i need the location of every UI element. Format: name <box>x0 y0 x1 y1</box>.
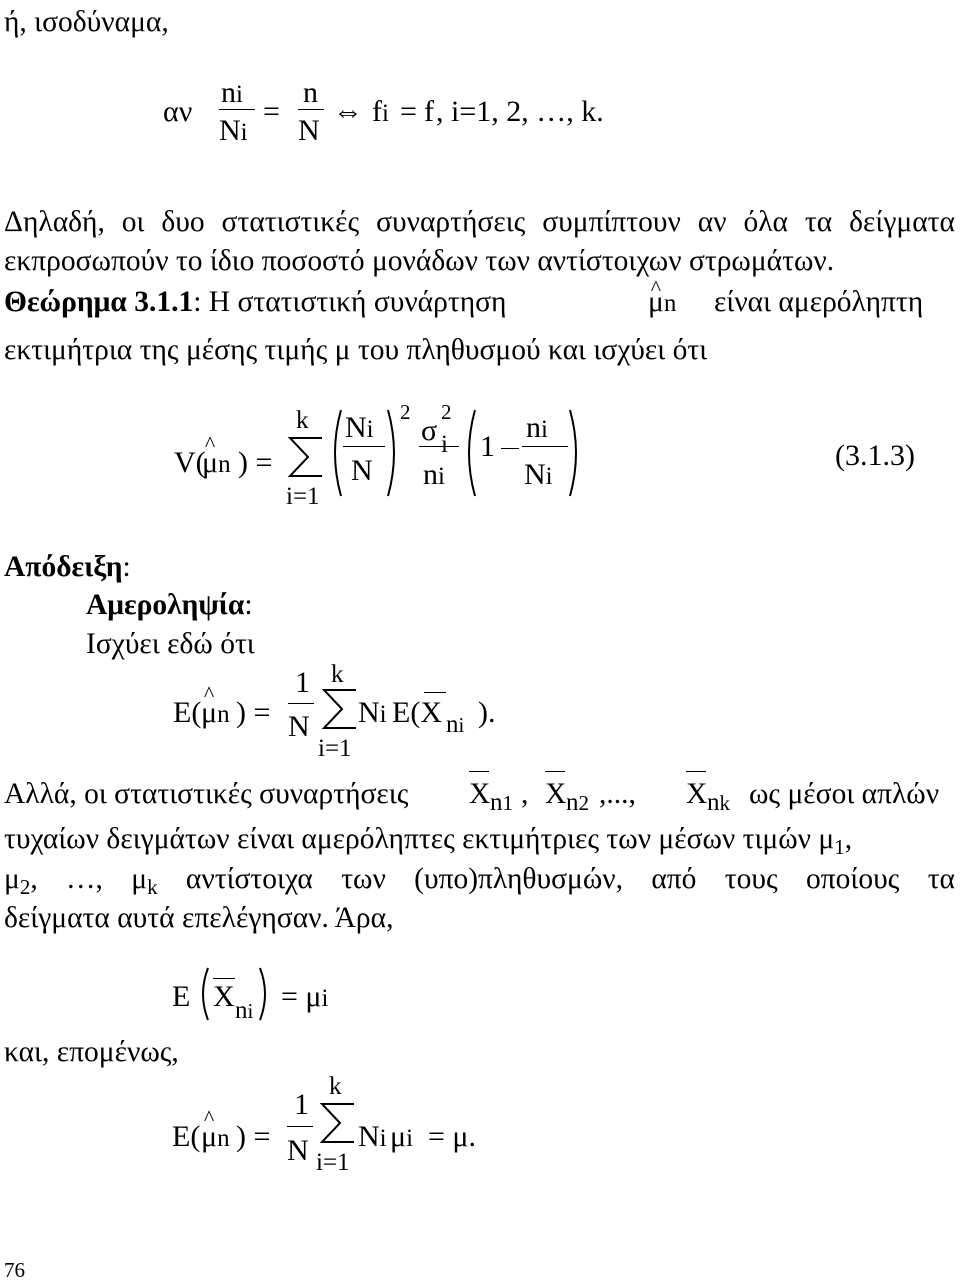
eq2-sum-lower: i=1 <box>286 483 320 510</box>
eq1-frac2-den: N <box>298 114 320 147</box>
eq2-N-den: N <box>351 454 373 487</box>
xbar1-sub: n1 <box>490 789 513 816</box>
eq4-E: E <box>172 980 191 1013</box>
eq3-E: E( <box>173 696 202 729</box>
eq3-tail: ). <box>478 696 496 729</box>
eq3-Ni: Ni <box>358 696 387 729</box>
para1-line2: εκπροσωπούν το ίδιο ποσοστό μονάδων των αντίστοιχων στρωμάτων. <box>4 245 835 277</box>
eq5-E: E( <box>172 1120 201 1153</box>
xbar1: X <box>469 778 491 810</box>
eq2-one: 1 <box>480 430 495 463</box>
eq2-sum-upper: k <box>296 407 309 434</box>
eq2-number: (3.1.3) <box>835 439 915 472</box>
eq2-sigma-sub: i <box>441 431 448 458</box>
eq5-frac-den: N <box>287 1134 309 1167</box>
eq5-tail: = μ. <box>428 1120 477 1153</box>
eq4-rparen-icon <box>258 966 272 1022</box>
eq2-frac-bar-2 <box>419 446 459 447</box>
eq2-lparen-icon <box>327 408 343 498</box>
xbark: X <box>686 778 708 810</box>
eq1-frac1-num: ni <box>221 76 243 109</box>
para2-line1-a: Αλλά, οι στατιστικές συναρτήσεις <box>4 778 409 810</box>
theorem-mu-hat: ^ μn <box>648 280 676 325</box>
eq5-Ni: Ni <box>358 1120 387 1153</box>
xbar-comma-1: , <box>521 778 529 810</box>
eq2-Ni-den: Ni <box>524 458 553 491</box>
proof-line1: Ισχύει εδώ ότι <box>86 628 255 660</box>
eq4-lparen-icon <box>196 966 210 1022</box>
eq3-close-eq: ) = <box>236 696 271 729</box>
eq2-close-eq: ) = <box>238 446 273 479</box>
eq1-iff-symbol: ⇔ <box>333 95 363 128</box>
theorem-line2: εκτιμήτρια της μέσης τιμής μ του πληθυσμού και ισχύει ότι <box>4 334 708 366</box>
para1-line1: Δηλαδή, οι δυο στατιστικές συναρτήσεις συμπίπτουν αν όλα τα δείγματα <box>4 206 955 238</box>
eq2-exp: 2 <box>400 400 411 424</box>
eq3-frac-bar <box>288 703 314 704</box>
eq2-ni-num: ni <box>526 411 548 444</box>
eq4-X: X <box>213 980 235 1013</box>
page-number: 76 <box>4 1258 25 1282</box>
eq3-frac-den: N <box>288 710 310 743</box>
proof-sublabel: Αμεροληψία <box>86 589 245 621</box>
eq2-frac-bar-3 <box>522 446 568 447</box>
eq3-frac-num: 1 <box>295 666 310 699</box>
eq1-f-i: fi <box>372 95 389 128</box>
eq3-sum-lower: i=1 <box>318 735 352 762</box>
eq2-lparen2-icon <box>461 408 477 498</box>
eq4-eq-mu: = μi <box>281 980 329 1013</box>
eq5-sum-upper: k <box>329 1073 342 1100</box>
para2-line3: $\mu_2$, …, $\mu_k$ αντίστοιχα των (υπο)πληθυσμών, από τους οποίους τα <box>4 863 956 899</box>
theorem-label: Θεώρημα 3.1.1 <box>4 286 194 318</box>
proof-label: Απόδειξη <box>4 551 123 583</box>
eq2-sum-icon <box>288 436 324 478</box>
para2-line1-b: ως μέσοι απλών <box>749 778 940 810</box>
eq2-mu-hat: ^ μn <box>202 448 231 478</box>
xbar-dots: ,..., <box>599 778 636 810</box>
eq2-sigma-exp: 2 <box>441 400 452 424</box>
eq2-ni-den: ni <box>423 458 445 491</box>
eq2-minus <box>501 448 519 449</box>
eq2-rparen2-icon <box>568 408 584 498</box>
theorem-text-a: : Η στατιστική συνάρτηση <box>193 286 507 318</box>
eq4-X-sub: ni <box>235 997 254 1024</box>
eq5-sum-icon <box>320 1102 356 1144</box>
eq3-EX: E(X <box>392 696 442 729</box>
eq5-frac-bar <box>287 1126 313 1127</box>
para2-line2: τυχαίων δειγμάτων είναι αμερόληπτες εκτιμήτριες των μέσων τιμών $\mu_1$, <box>4 823 853 859</box>
eq3-X-overline <box>424 692 446 693</box>
eq3-mu-hat: ^ μn <box>201 698 230 728</box>
eq3-sum-icon <box>322 688 358 730</box>
eq1-frac2-num: n <box>303 76 318 109</box>
eq5-frac-num: 1 <box>294 1088 309 1121</box>
eq1-prefix: αν <box>163 95 193 128</box>
eq1-equals-2: = <box>400 95 417 128</box>
para2-line4: δείγματα αυτά επελέγησαν. Άρα, <box>4 902 394 934</box>
eq5-mu-hat: ^ μn <box>201 1122 230 1152</box>
eq2-V: V( <box>174 446 206 479</box>
eq3-sum-upper: k <box>331 661 344 688</box>
xbar2: X <box>545 778 567 810</box>
eq2-frac-bar-1 <box>343 446 385 447</box>
eq1-frac1-bar <box>219 109 255 110</box>
eq3-X-sub: ni <box>446 711 465 738</box>
eq1-f: f <box>424 95 434 128</box>
xbark-sub: nk <box>707 789 730 816</box>
theorem-line1-left <box>4 280 506 325</box>
eq1-frac2-bar <box>298 109 324 110</box>
kai-line: και, επομένως, <box>4 1036 179 1068</box>
eq1-equals: = <box>263 95 280 128</box>
eq1-frac1-den: Ni <box>219 114 248 147</box>
eq1-tail: , i=1, 2, …, k. <box>436 95 604 128</box>
eq2-sigma: σ <box>421 414 438 447</box>
eq2-Ni-num: Ni <box>345 411 374 444</box>
eq5-mui: μi <box>390 1120 414 1153</box>
proof-label-line: Απόδειξη: <box>4 551 131 583</box>
theorem-text-b: είναι αμερόληπτη <box>714 286 924 318</box>
eq4-X-overline <box>213 978 235 979</box>
xbar2-sub: n2 <box>566 789 589 816</box>
proof-sublabel-line: Αμεροληψία: <box>86 589 253 621</box>
intro-line: ή, ισοδύναμα, <box>4 6 169 38</box>
eq5-sum-lower: i=1 <box>316 1149 350 1176</box>
eq5-close-eq: ) = <box>236 1120 271 1153</box>
